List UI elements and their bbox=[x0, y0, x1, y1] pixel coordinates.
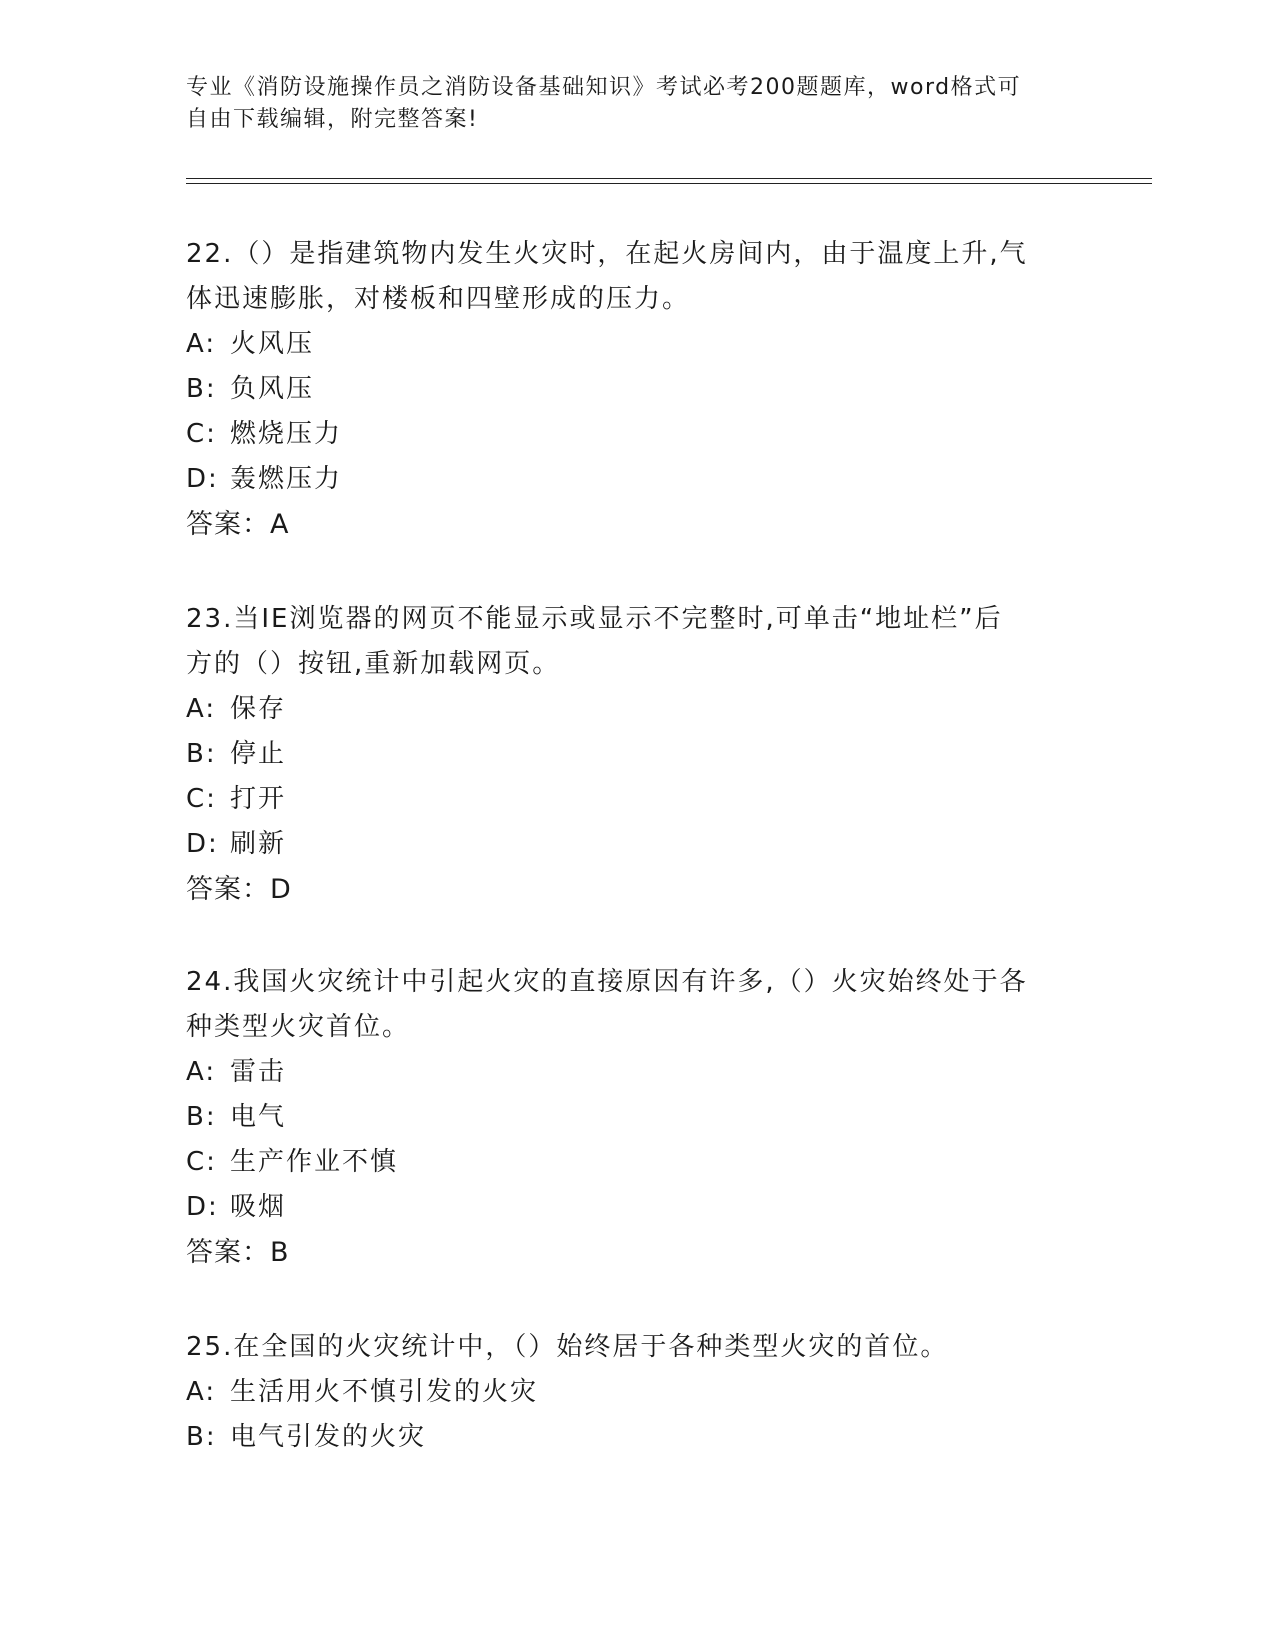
option-letter: C: bbox=[186, 419, 217, 449]
option-d bbox=[186, 822, 1086, 867]
option-b bbox=[186, 1095, 1086, 1140]
option-letter: D: bbox=[186, 829, 219, 859]
option-b bbox=[186, 1415, 1086, 1460]
option-text: 燃烧压力 bbox=[230, 419, 343, 449]
option-letter: C: bbox=[186, 1147, 217, 1177]
option-text: 火风压 bbox=[230, 329, 315, 359]
question-stem-line: 25.在全国的火灾统计中，（）始终居于各种类型火灾的首位。 bbox=[186, 1332, 949, 1362]
question-24 bbox=[186, 960, 1086, 1275]
option-text: 生产作业不慎 bbox=[230, 1147, 399, 1177]
option-text: 电气 bbox=[230, 1102, 287, 1132]
option-c bbox=[186, 777, 1086, 822]
option-letter: D: bbox=[186, 464, 219, 494]
question-22 bbox=[186, 232, 1086, 547]
header-line-1: 专业《消防设施操作员之消防设备基础知识》考试必考200题题库，word格式可 bbox=[186, 75, 1022, 100]
question-stem-line: 24.我国火灾统计中引起火灾的直接原因有许多,（）火灾始终处于各 bbox=[186, 967, 1028, 997]
option-d bbox=[186, 457, 1086, 502]
option-letter: B: bbox=[186, 739, 217, 769]
answer-line: 答案：D bbox=[186, 874, 292, 905]
option-b bbox=[186, 367, 1086, 412]
header-divider-bottom bbox=[186, 183, 1152, 184]
option-text: 保存 bbox=[230, 694, 287, 724]
question-25 bbox=[186, 1325, 1086, 1460]
option-d bbox=[186, 1185, 1086, 1230]
option-a bbox=[186, 1050, 1086, 1095]
option-a bbox=[186, 687, 1086, 732]
option-c bbox=[186, 412, 1086, 457]
question-stem-line: 23.当IE浏览器的网页不能显示或显示不完整时,可单击“地址栏”后 bbox=[186, 604, 1003, 634]
option-text: 负风压 bbox=[230, 374, 315, 404]
header-divider-top bbox=[186, 178, 1152, 179]
option-a bbox=[186, 1370, 1086, 1415]
question-23 bbox=[186, 597, 1086, 912]
question-stem-line: 22.（）是指建筑物内发生火灾时，在起火房间内，由于温度上升,气 bbox=[186, 239, 1028, 269]
option-letter: B: bbox=[186, 1102, 217, 1132]
option-text: 雷击 bbox=[230, 1057, 287, 1087]
answer-line: 答案：A bbox=[186, 509, 290, 540]
option-letter: B: bbox=[186, 1422, 217, 1452]
option-text: 打开 bbox=[230, 784, 287, 814]
option-letter: A: bbox=[186, 1057, 217, 1087]
option-text: 电气引发的火灾 bbox=[230, 1422, 427, 1452]
option-a bbox=[186, 322, 1086, 367]
option-letter: B: bbox=[186, 374, 217, 404]
document-header bbox=[186, 72, 1066, 136]
question-stem-line: 种类型火灾首位。 bbox=[186, 1012, 411, 1042]
option-text: 轰燃压力 bbox=[230, 464, 343, 494]
option-letter: A: bbox=[186, 329, 217, 359]
option-text: 停止 bbox=[230, 739, 287, 769]
option-letter: A: bbox=[186, 694, 217, 724]
answer-line: 答案：B bbox=[186, 1237, 290, 1268]
option-letter: C: bbox=[186, 784, 217, 814]
option-letter: A: bbox=[186, 1377, 217, 1407]
option-text: 吸烟 bbox=[230, 1192, 287, 1222]
option-text: 刷新 bbox=[230, 829, 287, 859]
option-c bbox=[186, 1140, 1086, 1185]
header-line-2: 自由下载编辑，附完整答案! bbox=[186, 107, 479, 132]
option-text: 生活用火不慎引发的火灾 bbox=[230, 1377, 539, 1407]
question-stem-line: 方的（）按钮,重新加载网页。 bbox=[186, 649, 561, 679]
option-b bbox=[186, 732, 1086, 777]
option-letter: D: bbox=[186, 1192, 219, 1222]
question-stem-line: 体迅速膨胀，对楼板和四壁形成的压力。 bbox=[186, 284, 691, 314]
